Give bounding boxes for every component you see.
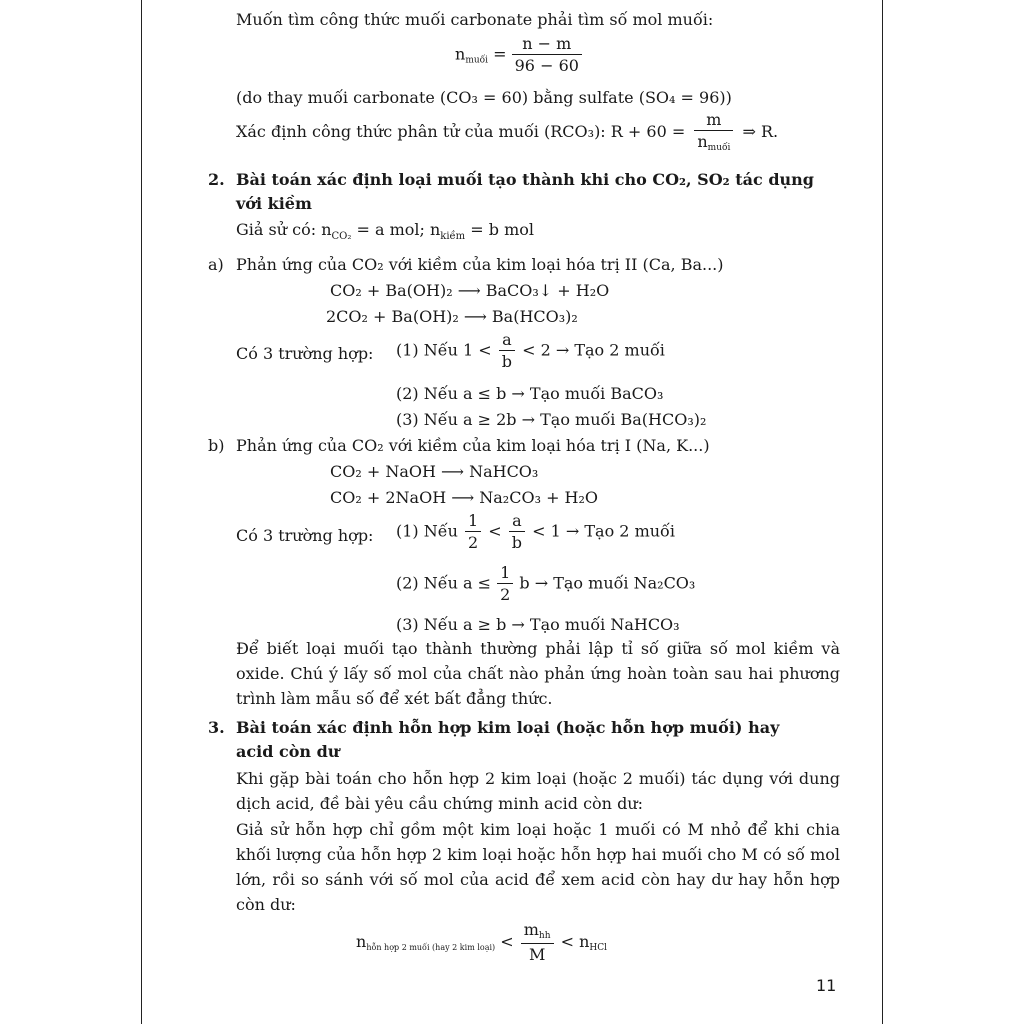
item-label: b) (208, 436, 225, 455)
formula-lhs-sub: muối (465, 55, 489, 66)
item-label: a) (208, 255, 224, 274)
fraction (512, 36, 582, 74)
page-number: 11 (816, 976, 837, 995)
fraction (509, 513, 525, 551)
fraction-denominator (694, 131, 733, 153)
paragraph: Khi gặp bài toán cho hỗn hợp 2 kim loại (hoặc 2 muối) tác dụng với dung dịch acid, đề bài yêu cầu chứng minh acid còn dư: (236, 769, 840, 813)
formula-eq: = (493, 44, 507, 64)
case-3: (3) Nếu a ≥ b → Tạo muối NaHCO₃ (396, 615, 680, 634)
section-number: 2. (208, 170, 225, 189)
fraction (521, 922, 554, 963)
equation: 2CO₂ + Ba(OH)₂ ⟶ Ba(HCO₃)₂ (326, 307, 578, 326)
text: b → Tạo muối Na₂CO₃ (519, 573, 696, 593)
fraction-numerator: a (499, 332, 515, 351)
section-heading: Bài toán xác định hỗn hợp kim loại (hoặc hỗn hợp muối) hay (236, 718, 780, 737)
sub: kiềm (440, 231, 466, 242)
case-1 (396, 513, 675, 551)
text: = b mol (465, 220, 534, 239)
text-line: Phản ứng của CO₂ với kiềm của kim loại hóa trị II (Ca, Ba...) (236, 255, 724, 274)
equation: CO₂ + Ba(OH)₂ ⟶ BaCO₃↓ + H₂O (330, 281, 610, 300)
case-1 (396, 332, 665, 370)
den-sub: muối (707, 143, 731, 153)
case-2 (396, 565, 695, 603)
fraction-numerator (521, 922, 554, 944)
text: (1) Nếu 1 < (396, 340, 492, 360)
equation: CO₂ + 2NaOH ⟶ Na₂CO₃ + H₂O (330, 488, 599, 507)
text: Giả sử có: n (236, 220, 332, 239)
sub: hỗn hợp 2 muối (hay 2 kim loại) (366, 943, 496, 952)
sub: HCl (589, 943, 608, 953)
sub: CO₂ (331, 231, 352, 242)
fraction-numerator: 1 (465, 513, 481, 532)
fraction-denominator: 96 − 60 (514, 56, 579, 75)
fraction-denominator: b (501, 352, 512, 371)
text-line: (do thay muối carbonate (CO₃ = 60) bằng sulfate (SO₄ = 96)) (236, 88, 732, 107)
section-heading: Bài toán xác định loại muối tạo thành khi cho CO₂, SO₂ tác dụng (236, 170, 814, 189)
formula-compare (356, 922, 607, 963)
text: n (356, 932, 367, 951)
fraction-denominator: 2 (500, 585, 511, 604)
assume-line (236, 220, 534, 247)
cases-label: Có 3 trường hợp: (236, 526, 374, 545)
formula-lhs: n (455, 44, 466, 64)
text: (2) Nếu a ≤ (396, 573, 492, 593)
fraction-denominator: 2 (468, 533, 479, 552)
equation: CO₂ + NaOH ⟶ NaHCO₃ (330, 462, 539, 481)
paragraph: Giả sử hỗn hợp chỉ gồm một kim loại hoặc 1 muối có M nhỏ để khi chia khối lượng của hỗn hợp 2 kim loại hoặc hỗn hợp hai muối cho M có số mol lớn, rồi so sánh với số mol của acid để xem acid còn hay dư hay hỗn hợp còn dư: (236, 820, 840, 914)
fraction-numerator: 1 (497, 565, 513, 584)
section-number: 3. (208, 718, 225, 737)
text: < (560, 932, 575, 951)
formula-rco3 (236, 112, 778, 153)
fraction (499, 332, 515, 370)
text: n (579, 932, 590, 951)
text: Xác định công thức phân tử của muối (RCO₃): R + 60 = (236, 122, 686, 141)
text: = a mol; n (351, 220, 441, 239)
fraction (694, 112, 733, 153)
den-main: n (697, 132, 708, 151)
text-line: Muốn tìm công thức muối carbonate phải tìm số mol muối: (236, 10, 714, 29)
fraction-numerator: m (694, 112, 733, 131)
fraction-denominator: b (511, 533, 523, 552)
note-paragraph: Để biết loại muối tạo thành thường phải lập tỉ số giữa số mol kiềm và oxide. Chú ý lấy số mol của chất nào phản ứng hoàn toàn sau hai phương trình làm mẫu số để xét bất đẳng thức. (236, 639, 840, 708)
text: < 2 → Tạo 2 muối (522, 340, 665, 360)
text: < 1 → Tạo 2 muối (532, 521, 675, 541)
num-main: m (523, 920, 539, 939)
fraction-numerator: n − m (512, 36, 582, 55)
text-line: Phản ứng của CO₂ với kiềm của kim loại hóa trị I (Na, K...) (236, 436, 710, 455)
text: < (488, 521, 502, 541)
fraction-denominator: M (528, 945, 546, 964)
case-3: (3) Nếu a ≥ 2b → Tạo muối Ba(HCO₃)₂ (396, 410, 707, 429)
text: (1) Nếu (396, 521, 458, 541)
num-sub: hh (538, 931, 551, 941)
text: < (500, 932, 514, 951)
fraction (465, 513, 481, 551)
fraction-numerator: a (509, 513, 525, 532)
cases-label: Có 3 trường hợp: (236, 344, 374, 363)
section-heading: acid còn dư (236, 742, 340, 761)
section-heading: với kiềm (236, 194, 312, 213)
formula-mol-muoi (455, 36, 582, 74)
text: ⇒ R. (742, 122, 779, 141)
case-2: (2) Nếu a ≤ b → Tạo muối BaCO₃ (396, 384, 664, 403)
fraction (497, 565, 513, 603)
